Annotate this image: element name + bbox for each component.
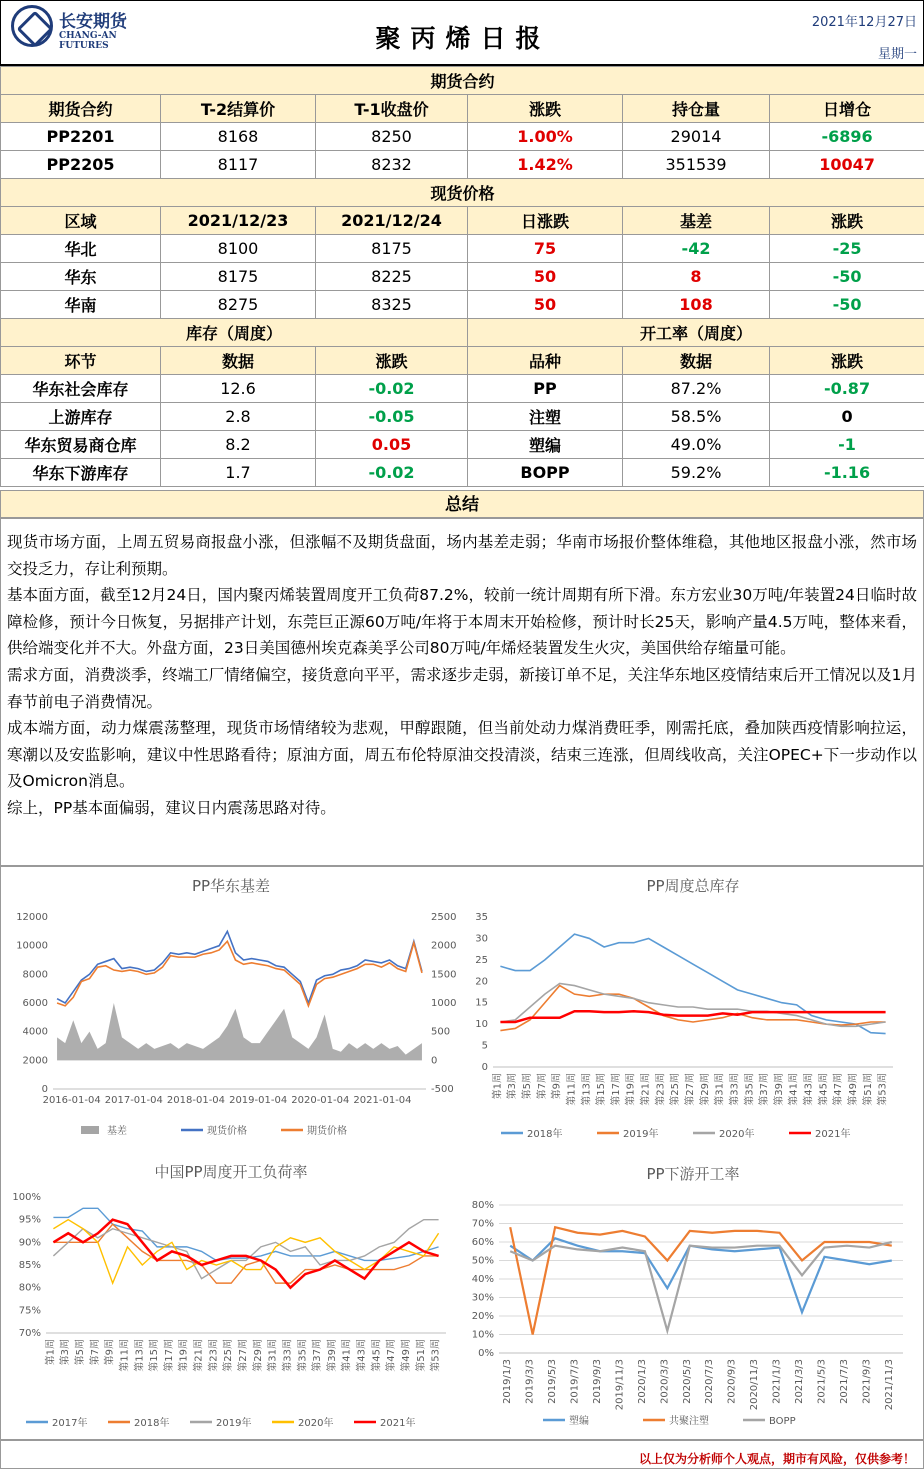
inventory-row bbox=[1, 375, 924, 403]
x-tick-label: 第49周 bbox=[400, 1339, 412, 1372]
summary-paragraph: 成本端方面，动力煤震荡整理，现货市场情绪较为悲观，甲醇跟随，但当前处动力煤消费旺季，刚需托底，叠加陕西疫情影响拉运，寒潮以及安监影响，建议中性思路看待；原油方面，周五布伦特原油交投清淡，结束三连涨，但周线收高，关注OPEC+下一步动作以及Omicron消息。 bbox=[7, 719, 917, 791]
chart-title: PP下游开工率 bbox=[646, 1165, 740, 1183]
futures-change: 1.42% bbox=[468, 151, 623, 179]
x-tick-label: 2019/1/3 bbox=[502, 1359, 514, 1404]
spot-header-region: 区域 bbox=[1, 207, 161, 235]
spot-basis: -42 bbox=[623, 235, 770, 263]
y-tick-label: 30% bbox=[471, 1292, 494, 1304]
y-tick-label: 75% bbox=[18, 1305, 41, 1317]
x-tick-label: 第51周 bbox=[862, 1073, 874, 1106]
y2-tick-label: 0 bbox=[431, 1055, 438, 1067]
legend-label: 共聚注塑 bbox=[669, 1416, 709, 1427]
x-tick-label: 第1周 bbox=[492, 1073, 504, 1100]
y-tick-label: 25 bbox=[475, 954, 488, 966]
spot-header-d2: 2021/12/24 bbox=[316, 207, 468, 235]
x-tick-label: 第37周 bbox=[312, 1339, 324, 1372]
x-tick-label: 第5周 bbox=[75, 1339, 87, 1366]
series-line-2018年 bbox=[53, 1224, 438, 1283]
spot-basis-chg: -25 bbox=[770, 235, 924, 263]
x-tick-label: 第1周 bbox=[45, 1339, 57, 1366]
x-tick-label: 第27周 bbox=[238, 1339, 249, 1372]
x-tick-label: 第35周 bbox=[744, 1073, 756, 1106]
disclaimer: 以上仅为分析师个人观点，期市有风险，仅供参考！ bbox=[638, 1452, 915, 1466]
futures-header-close: T-1收盘价 bbox=[316, 95, 468, 123]
x-tick-label: 2020/5/3 bbox=[681, 1359, 693, 1404]
x-tick-label: 第13周 bbox=[581, 1073, 593, 1106]
x-tick-label: 第35周 bbox=[297, 1339, 309, 1372]
futures-oi: 351539 bbox=[623, 151, 770, 179]
y-tick-label: 70% bbox=[471, 1218, 494, 1230]
operating-value: 49.0% bbox=[623, 431, 770, 459]
spot-d2: 8225 bbox=[316, 263, 468, 291]
futures-header-change: 涨跌 bbox=[468, 95, 623, 123]
x-tick-label: 第33周 bbox=[729, 1073, 741, 1106]
x-tick-label: 第41周 bbox=[788, 1073, 800, 1106]
y-tick-label: 5 bbox=[481, 1040, 488, 1052]
series-line-塑编 bbox=[510, 1238, 892, 1312]
x-tick-label: 2019/7/3 bbox=[569, 1359, 581, 1404]
x-tick-label: 2021-01-04 bbox=[353, 1095, 412, 1106]
summary-section-title: 总结 bbox=[0, 490, 924, 518]
x-tick-label: 第11周 bbox=[566, 1073, 578, 1106]
x-tick-label: 2021/5/3 bbox=[816, 1359, 828, 1404]
futures-header-settle: T-2结算价 bbox=[161, 95, 316, 123]
inventory-name: 华东下游库存 bbox=[1, 459, 161, 487]
inventory-chg: -0.05 bbox=[316, 403, 468, 431]
x-tick-label: 第5周 bbox=[522, 1073, 534, 1100]
chart-title: PP华东基差 bbox=[191, 877, 271, 895]
futures-close: 8250 bbox=[316, 123, 468, 151]
inventory-row bbox=[1, 459, 924, 487]
spot-region: 华南 bbox=[1, 291, 161, 319]
futures-header-oi: 持仓量 bbox=[623, 95, 770, 123]
y2-tick-label: 1000 bbox=[431, 998, 457, 1009]
spot-basis: 8 bbox=[623, 263, 770, 291]
inventory-chg: 0.05 bbox=[316, 431, 468, 459]
x-tick-label: 第9周 bbox=[104, 1339, 116, 1366]
y-tick-label: 80% bbox=[471, 1200, 494, 1211]
summary-text bbox=[0, 518, 924, 866]
x-tick-label: 2019/11/3 bbox=[614, 1359, 626, 1411]
x-tick-label: 2021/7/3 bbox=[838, 1359, 850, 1404]
report-title: 聚丙烯日报 bbox=[375, 24, 551, 53]
spot-section-title: 现货价格 bbox=[1, 179, 924, 207]
x-tick-label: 第21周 bbox=[640, 1073, 652, 1106]
x-tick-label: 第29周 bbox=[699, 1073, 711, 1106]
x-tick-label: 2021/11/3 bbox=[883, 1359, 895, 1411]
x-tick-label: 第29周 bbox=[252, 1339, 264, 1372]
futures-settle: 8117 bbox=[161, 151, 316, 179]
y-tick-label: 12000 bbox=[16, 912, 48, 923]
operating-header-chg: 涨跌 bbox=[770, 347, 924, 375]
y2-tick-label: 2500 bbox=[431, 912, 457, 923]
spot-header-basis: 基差 bbox=[623, 207, 770, 235]
x-tick-label: 第37周 bbox=[759, 1073, 771, 1106]
operating-chg: -1.16 bbox=[770, 459, 924, 487]
x-tick-label: 第11周 bbox=[119, 1339, 131, 1372]
series-line-2017年 bbox=[53, 1208, 438, 1260]
y-tick-label: 95% bbox=[18, 1214, 41, 1226]
futures-row bbox=[1, 123, 924, 151]
x-tick-label: 2020/1/3 bbox=[636, 1359, 648, 1404]
inventory-value: 12.6 bbox=[161, 375, 316, 403]
spot-basis: 108 bbox=[623, 291, 770, 319]
x-tick-label: 2021/3/3 bbox=[794, 1359, 805, 1404]
operating-value: 59.2% bbox=[623, 459, 770, 487]
inventory-value: 8.2 bbox=[161, 431, 316, 459]
legend-label: 2019年 bbox=[623, 1129, 659, 1140]
legend-swatch bbox=[81, 1126, 99, 1134]
spot-d1: 8175 bbox=[161, 263, 316, 291]
spot-chg: 50 bbox=[468, 263, 623, 291]
x-tick-label: 第53周 bbox=[430, 1339, 442, 1372]
x-tick-label: 第27周 bbox=[685, 1073, 696, 1106]
y-tick-label: 30 bbox=[475, 933, 488, 945]
operating-name: PP bbox=[468, 375, 623, 403]
x-tick-label: 第49周 bbox=[847, 1073, 859, 1106]
logo-text-cn: 长安期货 bbox=[59, 12, 127, 32]
legend-label: 现货价格 bbox=[207, 1126, 247, 1137]
x-tick-label: 第25周 bbox=[670, 1073, 682, 1106]
futures-oi-change: 10047 bbox=[770, 151, 924, 179]
y-tick-label: 80% bbox=[18, 1282, 41, 1294]
futures-oi-change: -6896 bbox=[770, 123, 924, 151]
y-tick-label: 70% bbox=[18, 1328, 41, 1339]
y-tick-label: 90% bbox=[18, 1237, 41, 1249]
report-weekday: 星期一 bbox=[877, 47, 917, 62]
inventory-header-chg: 涨跌 bbox=[316, 347, 468, 375]
operating-value: 87.2% bbox=[623, 375, 770, 403]
inventory-value: 1.7 bbox=[161, 459, 316, 487]
x-tick-label: 2020/3/3 bbox=[659, 1359, 671, 1404]
x-tick-label: 第39周 bbox=[326, 1339, 338, 1372]
futures-contract: PP2205 bbox=[1, 151, 161, 179]
legend-label: 塑编 bbox=[569, 1416, 589, 1427]
footer bbox=[0, 1440, 924, 1469]
y-tick-label: 10000 bbox=[16, 940, 48, 952]
legend-label: 2018年 bbox=[134, 1418, 170, 1429]
x-tick-label: 第39周 bbox=[773, 1073, 785, 1106]
inventory-value: 2.8 bbox=[161, 403, 316, 431]
futures-row bbox=[1, 151, 924, 179]
x-tick-label: 2017-01-04 bbox=[104, 1095, 163, 1106]
report-header bbox=[0, 0, 924, 66]
legend-label: BOPP bbox=[769, 1416, 796, 1427]
x-tick-label: 第43周 bbox=[803, 1073, 815, 1106]
legend-label: 基差 bbox=[107, 1126, 127, 1137]
x-tick-label: 2021/1/3 bbox=[771, 1359, 783, 1404]
spot-chg: 75 bbox=[468, 235, 623, 263]
x-tick-label: 2016-01-04 bbox=[42, 1095, 101, 1106]
inventory-row bbox=[1, 431, 924, 459]
inventory-name: 华东贸易商仓库 bbox=[1, 431, 161, 459]
x-tick-label: 第51周 bbox=[415, 1339, 427, 1372]
x-tick-label: 第15周 bbox=[596, 1073, 608, 1106]
x-tick-label: 2018-01-04 bbox=[166, 1095, 226, 1106]
x-tick-label: 第7周 bbox=[536, 1073, 548, 1100]
x-tick-label: 第19周 bbox=[625, 1073, 637, 1106]
operating-chg: -1 bbox=[770, 431, 924, 459]
x-tick-label: 2020/7/3 bbox=[704, 1359, 716, 1404]
logo-text-en: CHANG-AN FUTURES bbox=[59, 31, 117, 51]
operating-header-name: 品种 bbox=[468, 347, 623, 375]
inventory-name: 华东社会库存 bbox=[1, 375, 161, 403]
y-tick-label: 0 bbox=[41, 1084, 48, 1095]
operating-name: 塑编 bbox=[468, 431, 623, 459]
spot-region: 华北 bbox=[1, 235, 161, 263]
spot-region: 华东 bbox=[1, 263, 161, 291]
report-date: 2021年12月27日 bbox=[811, 15, 917, 30]
spot-d2: 8175 bbox=[316, 235, 468, 263]
y-tick-label: 35 bbox=[475, 912, 488, 923]
y-tick-label: 40% bbox=[471, 1274, 494, 1285]
inventory-name: 上游库存 bbox=[1, 403, 161, 431]
futures-contract: PP2201 bbox=[1, 123, 161, 151]
inventory-header-value: 数据 bbox=[161, 347, 316, 375]
y-tick-label: 60% bbox=[471, 1237, 494, 1248]
y2-tick-label: 2000 bbox=[431, 940, 457, 952]
inventory-header-name: 环节 bbox=[1, 347, 161, 375]
inventory-chg: -0.02 bbox=[316, 459, 468, 487]
chart-weekly-operating-rate bbox=[1, 1157, 461, 1441]
x-tick-label: 第15周 bbox=[149, 1339, 161, 1372]
spot-d1: 8275 bbox=[161, 291, 316, 319]
operating-name: 注塑 bbox=[468, 403, 623, 431]
y-tick-label: 85% bbox=[18, 1260, 41, 1271]
operating-chg: 0 bbox=[770, 403, 924, 431]
spot-chg: 50 bbox=[468, 291, 623, 319]
y2-tick-label: 1500 bbox=[431, 969, 457, 981]
y-tick-label: 4000 bbox=[22, 1026, 48, 1038]
x-tick-label: 第53周 bbox=[877, 1073, 889, 1106]
x-tick-label: 第17周 bbox=[610, 1073, 622, 1106]
inventory-chg: -0.02 bbox=[316, 375, 468, 403]
legend-label: 2017年 bbox=[52, 1418, 88, 1429]
legend-label: 2021年 bbox=[380, 1418, 416, 1429]
operating-value: 58.5% bbox=[623, 403, 770, 431]
x-tick-label: 第17周 bbox=[163, 1339, 175, 1372]
futures-header-contract: 期货合约 bbox=[1, 95, 161, 123]
x-tick-label: 第23周 bbox=[208, 1339, 220, 1372]
legend-label: 2021年 bbox=[815, 1129, 851, 1140]
x-tick-label: 2020/11/3 bbox=[749, 1359, 761, 1411]
spot-header-d1: 2021/12/23 bbox=[161, 207, 316, 235]
operating-section-title: 开工率（周度） bbox=[468, 319, 924, 347]
x-tick-label: 第41周 bbox=[341, 1339, 353, 1372]
x-tick-label: 第33周 bbox=[282, 1339, 294, 1372]
x-tick-label: 第23周 bbox=[655, 1073, 667, 1106]
y-tick-label: 2000 bbox=[22, 1055, 48, 1067]
x-tick-label: 2019/9/3 bbox=[592, 1359, 603, 1404]
series-line-BOPP bbox=[510, 1242, 892, 1331]
chart-east-china-basis bbox=[1, 867, 461, 1157]
inventory-section-title: 库存（周度） bbox=[1, 319, 468, 347]
operating-chg: -0.87 bbox=[770, 375, 924, 403]
chart-downstream-operating bbox=[463, 1157, 923, 1441]
spot-d2: 8325 bbox=[316, 291, 468, 319]
series-area-基差 bbox=[57, 1003, 422, 1060]
spot-header-basis-chg: 涨跌 bbox=[770, 207, 924, 235]
legend-label: 2020年 bbox=[719, 1129, 755, 1140]
market-table bbox=[0, 66, 924, 487]
operating-header-value: 数据 bbox=[623, 347, 770, 375]
x-tick-label: 第47周 bbox=[386, 1339, 398, 1372]
y2-tick-label: 500 bbox=[431, 1026, 451, 1038]
futures-oi: 29014 bbox=[623, 123, 770, 151]
y-tick-label: 10% bbox=[471, 1329, 494, 1341]
x-tick-label: 2020-01-04 bbox=[291, 1095, 350, 1106]
futures-header-oi-change: 日增仓 bbox=[770, 95, 924, 123]
y-tick-label: 6000 bbox=[22, 998, 48, 1009]
series-line-现货价格 bbox=[57, 931, 422, 1003]
x-tick-label: 第19周 bbox=[178, 1339, 190, 1372]
spot-basis-chg: -50 bbox=[770, 291, 924, 319]
y2-tick-label: -500 bbox=[431, 1084, 454, 1095]
legend-label: 2018年 bbox=[527, 1129, 563, 1140]
x-tick-label: 第31周 bbox=[267, 1339, 279, 1372]
x-tick-label: 2019-01-04 bbox=[229, 1095, 288, 1106]
series-line-期货价格 bbox=[57, 941, 422, 1006]
legend-label: 2019年 bbox=[216, 1418, 252, 1429]
charts-area bbox=[0, 866, 924, 1440]
y-tick-label: 50% bbox=[471, 1255, 494, 1267]
y-tick-label: 15 bbox=[475, 997, 488, 1009]
y-tick-label: 20 bbox=[475, 976, 488, 988]
operating-name: BOPP bbox=[468, 459, 623, 487]
x-tick-label: 第43周 bbox=[356, 1339, 368, 1372]
summary-paragraph: 基本面方面，截至12月24日，国内聚丙烯装置周度开工负荷87.2%，较前一统计周期有所下滑。东方宏业30万吨/年装置24日临时故障检修，预计今日恢复，另据排产计划，东莞巨正源60万吨/年将于本周末开始检修，预计时长25天，影响产量4.5万吨，整体来看，供给端变化并不大。外盘方面，23日美国德州埃克森美孚公司80万吨/年烯烃装置发生火灾，美国供给存缩量可能。 bbox=[7, 586, 917, 658]
futures-change: 1.00% bbox=[468, 123, 623, 151]
futures-close: 8232 bbox=[316, 151, 468, 179]
chart-title: PP周度总库存 bbox=[646, 877, 740, 895]
y-tick-label: 100% bbox=[12, 1192, 41, 1203]
chart-weekly-inventory bbox=[463, 867, 923, 1157]
x-tick-label: 2020/9/3 bbox=[726, 1359, 738, 1404]
x-tick-label: 第21周 bbox=[193, 1339, 205, 1372]
x-tick-label: 2019/3/3 bbox=[524, 1359, 536, 1404]
x-tick-label: 第3周 bbox=[60, 1339, 72, 1366]
x-tick-label: 第45周 bbox=[371, 1339, 383, 1372]
x-tick-label: 第9周 bbox=[551, 1073, 563, 1100]
futures-settle: 8168 bbox=[161, 123, 316, 151]
inventory-row bbox=[1, 403, 924, 431]
x-tick-label: 第13周 bbox=[134, 1339, 146, 1372]
y-tick-label: 0% bbox=[478, 1348, 494, 1359]
chart-title: 中国PP周度开工负荷率 bbox=[154, 1163, 308, 1181]
y-tick-label: 20% bbox=[471, 1311, 494, 1322]
legend-label: 2020年 bbox=[298, 1418, 334, 1429]
y-tick-label: 10 bbox=[475, 1019, 488, 1031]
summary-paragraph: 现货市场方面，上周五贸易商报盘小涨，但涨幅不及期货盘面，场内基差走弱；华南市场报价整体维稳，其他地区报盘小涨，然市场交投乏力，存让利预期。 bbox=[7, 533, 917, 578]
summary-paragraph: 需求方面，消费淡季，终端工厂情绪偏空，接货意向平平，需求逐步走弱，新接订单不足，关注华东地区疫情结束后开工情况以及1月春节前电子消费情况。 bbox=[7, 665, 917, 711]
spot-basis-chg: -50 bbox=[770, 263, 924, 291]
spot-row bbox=[1, 263, 924, 291]
legend-label: 期货价格 bbox=[307, 1126, 347, 1137]
spot-header-chg: 日涨跌 bbox=[468, 207, 623, 235]
y-tick-label: 0 bbox=[481, 1062, 488, 1073]
x-tick-label: 第7周 bbox=[89, 1339, 101, 1366]
summary-paragraph: 综上，PP基本面偏弱，建议日内震荡思路对待。 bbox=[7, 798, 336, 817]
futures-section-title: 期货合约 bbox=[1, 67, 924, 95]
x-tick-label: 2021/9/3 bbox=[861, 1359, 873, 1404]
x-tick-label: 第45周 bbox=[818, 1073, 830, 1106]
y-tick-label: 8000 bbox=[22, 969, 48, 981]
spot-row bbox=[1, 235, 924, 263]
x-tick-label: 第31周 bbox=[714, 1073, 726, 1106]
x-tick-label: 第25周 bbox=[223, 1339, 235, 1372]
spot-row bbox=[1, 291, 924, 319]
spot-d1: 8100 bbox=[161, 235, 316, 263]
x-tick-label: 第3周 bbox=[507, 1073, 519, 1100]
x-tick-label: 2019/5/3 bbox=[547, 1359, 559, 1404]
x-tick-label: 第47周 bbox=[833, 1073, 845, 1106]
